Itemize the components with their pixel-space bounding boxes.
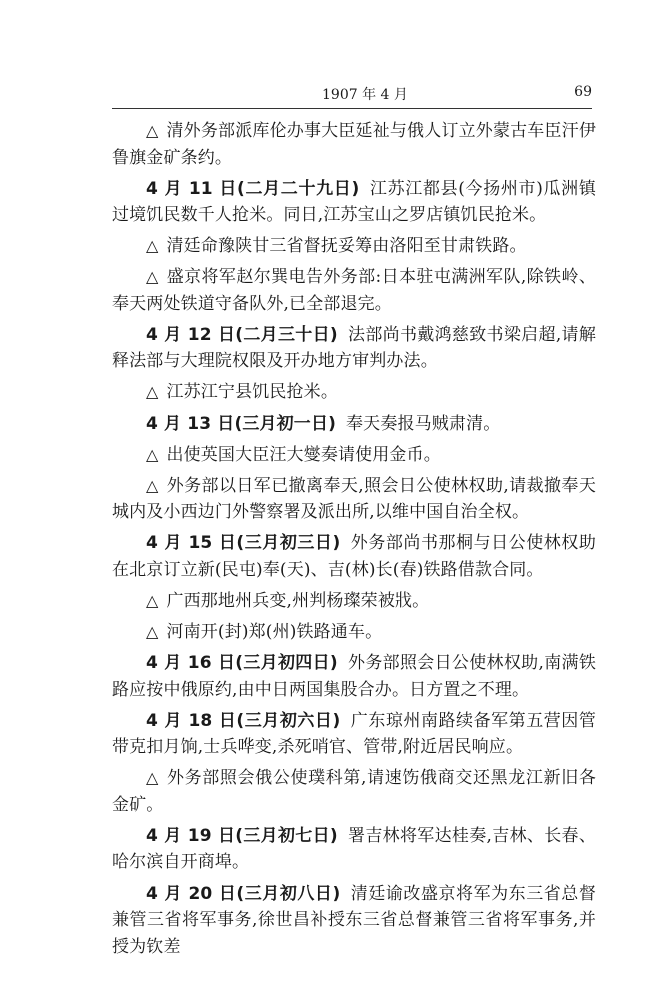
chronicle-entry [112, 765, 596, 818]
entry-text: 法部尚书戴鸿慈致书梁启超,请解释法部与大理院权限及开办地方审判办法。 [112, 324, 597, 372]
entry-text: 奉天奏报马贼肃清。 [346, 413, 501, 434]
entry-date: 4 月 16 日(三月初四日) [146, 653, 338, 674]
chronicle-entry [112, 588, 596, 615]
entry-text: 江苏江都县(今扬州市)瓜洲镇过境饥民数千人抢米。同日,江苏宝山之罗店镇饥民抢米。 [112, 178, 596, 226]
entry-date: 4 月 13 日(三月初一日) [146, 413, 337, 434]
entry-text: 清外务部派库伦办事大臣延祉与俄人订立外蒙古车臣汗伊鲁旗金矿条约。 [112, 121, 596, 168]
entry-date: 4 月 20 日(三月初八日) [146, 883, 341, 904]
chronicle-entry [112, 379, 596, 406]
triangle-marker: △ [146, 475, 159, 495]
chronicle-entry [112, 322, 596, 375]
entry-text: 广东琼州南路续备军第五营因管带克扣月饷,士兵哗变,杀死哨官、管带,附近居民响应。 [112, 710, 596, 758]
triangle-marker: △ [146, 622, 159, 642]
entry-text: 江苏江宁县饥民抢米。 [166, 382, 338, 403]
chronicle-entry [112, 118, 596, 171]
triangle-marker: △ [146, 590, 159, 610]
entry-date: 4 月 19 日(三月初七日) [146, 825, 338, 846]
entry-text: 外务部照会俄公使璞科第,请速饬俄商交还黑龙江新旧各金矿。 [112, 768, 596, 815]
page-number: 69 [574, 84, 592, 100]
triangle-marker: △ [146, 382, 159, 402]
entry-text: 署吉林将军达桂奏,吉林、长春、哈尔滨自开商埠。 [112, 825, 597, 873]
entry-date: 4 月 12 日(二月三十日) [146, 324, 338, 345]
chronicle-entry [112, 619, 596, 646]
entry-date: 4 月 18 日(三月初六日) [146, 710, 341, 731]
chronicle-entry [112, 233, 596, 260]
header-title: 1907 年 4 月 [322, 87, 408, 103]
chronicle-entry [112, 650, 596, 703]
chronicle-entry [112, 411, 596, 438]
entry-date: 4 月 11 日(二月二十九日) [146, 178, 360, 199]
chronicle-entry [112, 176, 596, 229]
chronicle-entry [112, 823, 596, 876]
chronicle-entry [112, 442, 596, 469]
entry-text: 河南开(封)郑(州)铁路通车。 [166, 622, 383, 643]
entry-text: 盛京将军赵尔巽电告外务部:日本驻屯满洲军队,除铁岭、奉天两处铁道守备队外,已全部退完。 [112, 267, 596, 314]
entry-date: 4 月 15 日(三月初三日) [146, 533, 341, 554]
entry-text: 出使英国大臣汪大燮奏请使用金币。 [166, 444, 441, 465]
running-header [112, 80, 592, 106]
entry-text: 外务部尚书那桐与日公使林权助在北京订立新(民屯)奉(天)、吉(林)长(春)铁路借款合同。 [112, 533, 596, 580]
page-body [112, 118, 596, 965]
chronicle-entry [112, 708, 596, 761]
entry-text: 外务部照会日公使林权助,南满铁路应按中俄原约,由中日两国集股合办。日方置之不理。 [112, 653, 597, 700]
triangle-marker: △ [146, 236, 159, 256]
entry-text: 广西那地州兵变,州判杨璨荣被戕。 [166, 590, 430, 611]
chronicle-entry [112, 264, 596, 317]
chronicle-entry [112, 881, 596, 961]
chronicle-entry [112, 530, 596, 583]
entry-text: 清廷谕改盛京将军为东三省总督兼管三省将军事务,徐世昌补授东三省总督兼管三省将军事务,并授为钦差 [112, 883, 596, 957]
triangle-marker: △ [146, 267, 159, 287]
header-rule [112, 108, 592, 109]
entry-text: 外务部以日军已撤离奉天,照会日公使林权助,请裁撤奉天城内及小西边门外警察署及派出所,以维中国自治全权。 [112, 475, 596, 523]
triangle-marker: △ [146, 121, 159, 140]
entry-text: 清廷命豫陕甘三省督抚妥筹由洛阳至甘肃铁路。 [166, 236, 527, 257]
triangle-marker: △ [146, 444, 159, 464]
triangle-marker: △ [146, 768, 159, 788]
chronicle-entry [112, 473, 596, 526]
